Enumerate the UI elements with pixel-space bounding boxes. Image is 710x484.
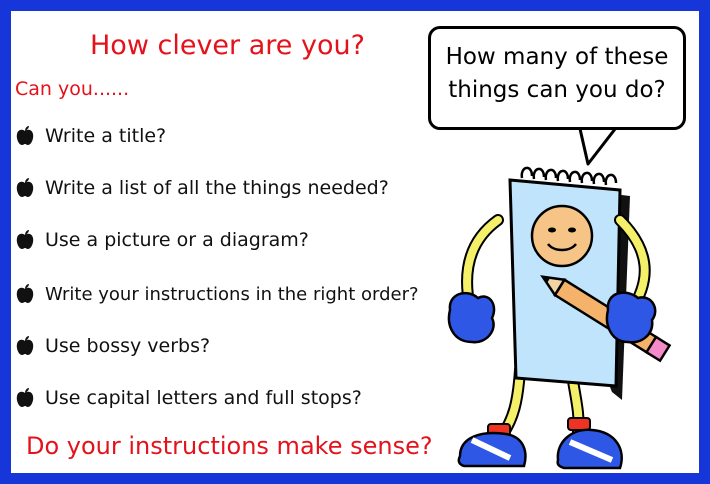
- checklist-item: [15, 332, 210, 360]
- footer-question: Do your instructions make sense?: [26, 432, 433, 460]
- checklist-item: [15, 174, 389, 202]
- checklist-item-label: Write a title?: [45, 125, 167, 147]
- checklist-item-label: Use capital letters and full stops?: [45, 387, 362, 409]
- checklist-item: [15, 280, 419, 308]
- poster-title: How clever are you?: [90, 30, 365, 61]
- checklist-item-label: Write your instructions in the right order?: [45, 283, 419, 305]
- apple-icon: [15, 125, 35, 147]
- apple-icon: [15, 387, 35, 409]
- apple-icon: [15, 177, 35, 199]
- poster-subtitle: Can you......: [15, 78, 130, 100]
- apple-icon: [15, 283, 35, 305]
- checklist-item: [15, 122, 166, 150]
- checklist-item-label: Write a list of all the things needed?: [45, 177, 389, 199]
- speech-bubble-line: things can you do?: [448, 77, 666, 103]
- checklist-item: [15, 384, 362, 412]
- speech-bubble-line: How many of these: [445, 44, 669, 70]
- checklist-item: [15, 226, 309, 254]
- checklist-item-label: Use bossy verbs?: [45, 335, 211, 357]
- checklist-item-label: Use a picture or a diagram?: [45, 229, 309, 251]
- apple-icon: [15, 229, 35, 251]
- notepad-character-illustration: [440, 160, 700, 480]
- speech-bubble: [428, 26, 686, 130]
- apple-icon: [15, 335, 35, 357]
